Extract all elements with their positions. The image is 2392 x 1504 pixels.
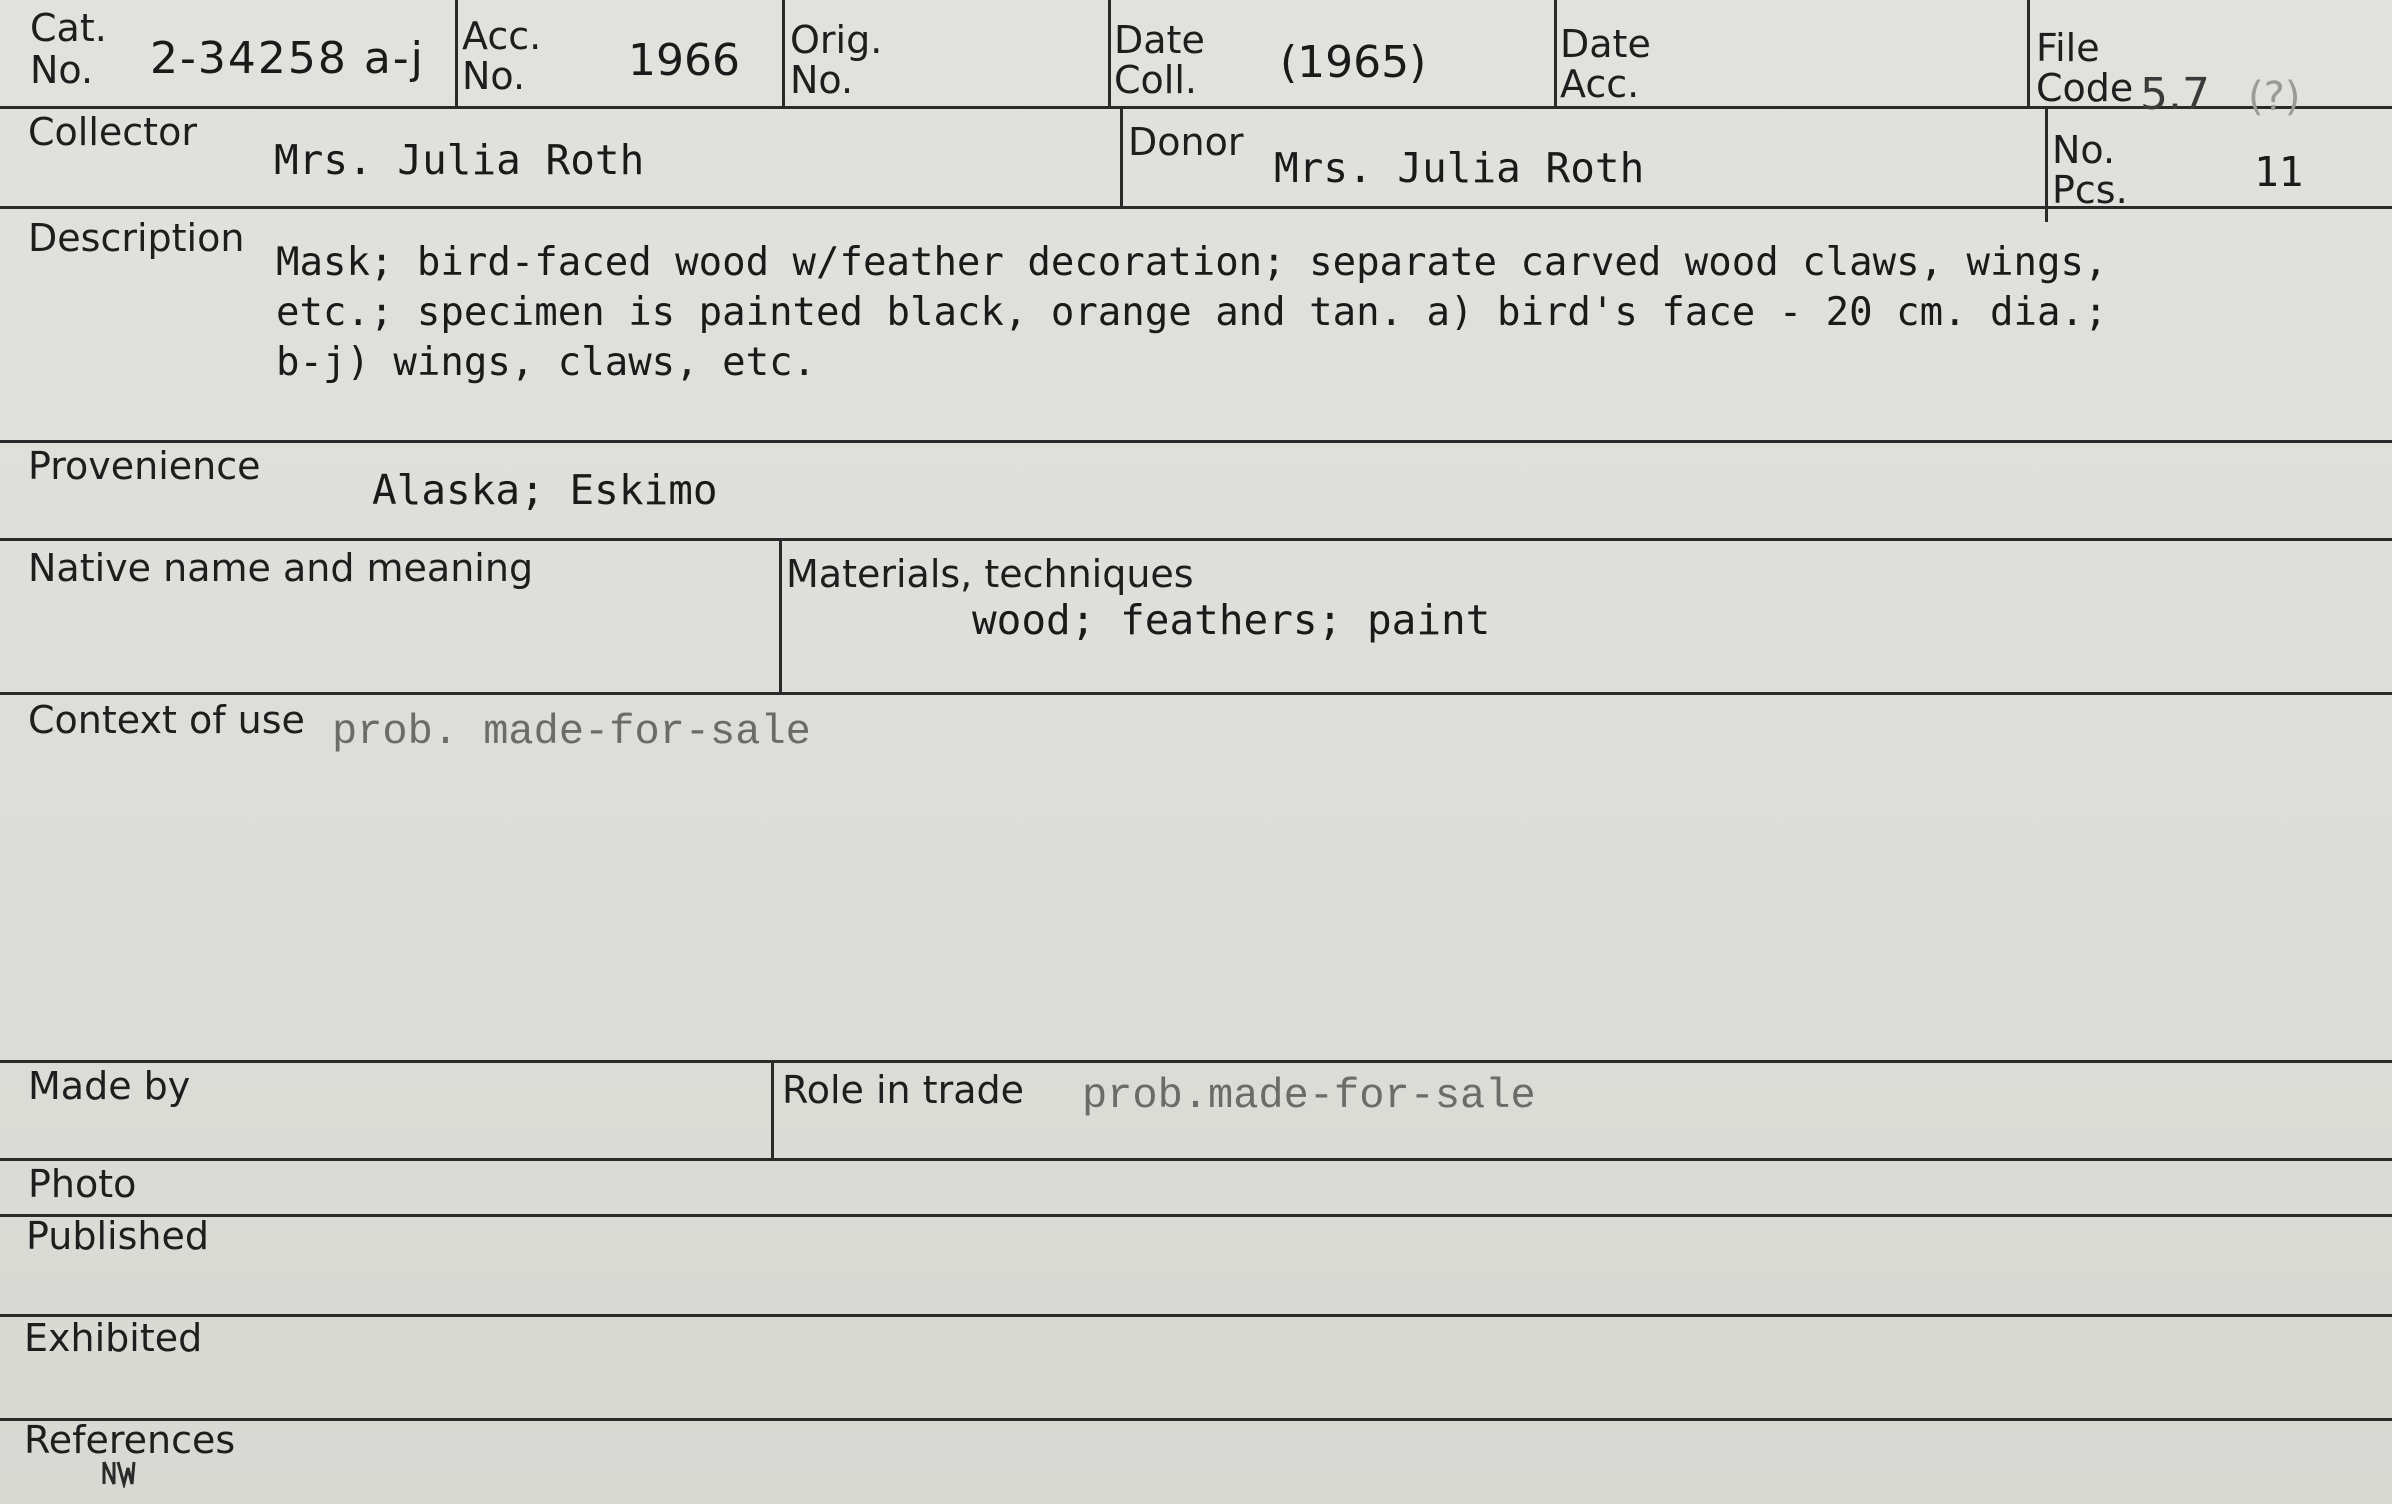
date-coll-value: (1965): [1280, 37, 1427, 88]
materials-value: wood; feathers; paint: [972, 596, 1491, 644]
rule-v-orig-datecoll: [1108, 0, 1111, 106]
date-coll-label-2: Coll.: [1114, 58, 1197, 102]
date-acc-label: Date: [1560, 22, 1651, 66]
rule-context-bottom: [0, 1060, 2392, 1063]
acc-number: 1966: [628, 35, 740, 86]
rule-description-bottom: [0, 440, 2392, 443]
rule-v-acc-orig: [782, 0, 785, 106]
donor-value: Mrs. Julia Roth: [1274, 144, 1645, 192]
acc-label-no: No.: [462, 54, 526, 98]
references-label: References: [24, 1418, 236, 1462]
photo-label: Photo: [28, 1162, 137, 1206]
file-code-label: File: [2036, 26, 2100, 70]
rule-v-datecoll-dateacc: [1554, 0, 1557, 106]
description-line-3: b-j) wings, claws, etc.: [276, 340, 817, 385]
rule-v-donor-pieces: [2045, 106, 2048, 222]
rule-v-collector-donor: [1120, 106, 1123, 206]
provenience-value: Alaska; Eskimo: [372, 466, 718, 514]
rule-provenience-bottom: [0, 538, 2392, 541]
rule-v-cat-acc: [455, 0, 458, 106]
date-coll-label: Date: [1114, 18, 1205, 62]
role-in-trade-label: Role in trade: [782, 1068, 1024, 1112]
provenience-label: Provenience: [28, 444, 261, 488]
orig-label-no: No.: [790, 58, 854, 102]
cat-number: 2-34258 a-j: [150, 33, 425, 84]
file-code-label-2: Code: [2036, 66, 2134, 110]
pieces-label: No.: [2052, 128, 2116, 172]
rule-collector-bottom: [0, 206, 2392, 209]
rule-published-bottom: [0, 1314, 2392, 1317]
rule-v-dateacc-filecode: [2027, 0, 2030, 106]
file-code-note: (?): [2248, 74, 2301, 120]
context-value: prob. made-for-sale: [332, 708, 811, 756]
date-acc-label-2: Acc.: [1560, 62, 1640, 106]
pieces-label-2: Pcs.: [2052, 168, 2128, 212]
collector-label: Collector: [28, 110, 197, 154]
orig-label: Orig.: [790, 18, 883, 62]
cat-label: Cat.: [30, 6, 107, 50]
acc-label: Acc.: [462, 14, 542, 58]
pieces-value: 11: [2254, 148, 2304, 196]
donor-label: Donor: [1128, 120, 1244, 164]
rule-exhibited-bottom: [0, 1418, 2392, 1421]
collector-value: Mrs. Julia Roth: [274, 136, 645, 184]
published-label: Published: [26, 1214, 209, 1258]
role-in-trade-value: prob.made-for-sale: [1082, 1072, 1536, 1120]
rule-photo-bottom: [0, 1214, 2392, 1217]
made-by-label: Made by: [28, 1064, 191, 1108]
description-text: [276, 238, 2356, 388]
materials-label: Materials, techniques: [786, 552, 1194, 596]
description-line-1: Mask; bird-faced wood w/feather decoration; separate carved wood claws, wings,: [276, 240, 2108, 285]
rule-madeby-bottom: [0, 1158, 2392, 1161]
exhibited-label: Exhibited: [24, 1316, 203, 1360]
rule-native-bottom: [0, 692, 2392, 695]
rule-header-bottom: [0, 106, 2392, 109]
context-label: Context of use: [28, 698, 305, 742]
rule-v-madeby-role: [771, 1060, 774, 1158]
rule-v-native-materials: [779, 538, 782, 692]
description-label: Description: [28, 216, 245, 260]
stamp-mark-icon: [100, 1458, 136, 1488]
description-line-2: etc.; specimen is painted black, orange and tan. a) bird's face - 20 cm. dia.;: [276, 290, 2108, 335]
native-name-label: Native name and meaning: [28, 546, 534, 590]
file-code-value: 5.7: [2140, 69, 2210, 120]
cat-label-no: No.: [30, 48, 94, 92]
